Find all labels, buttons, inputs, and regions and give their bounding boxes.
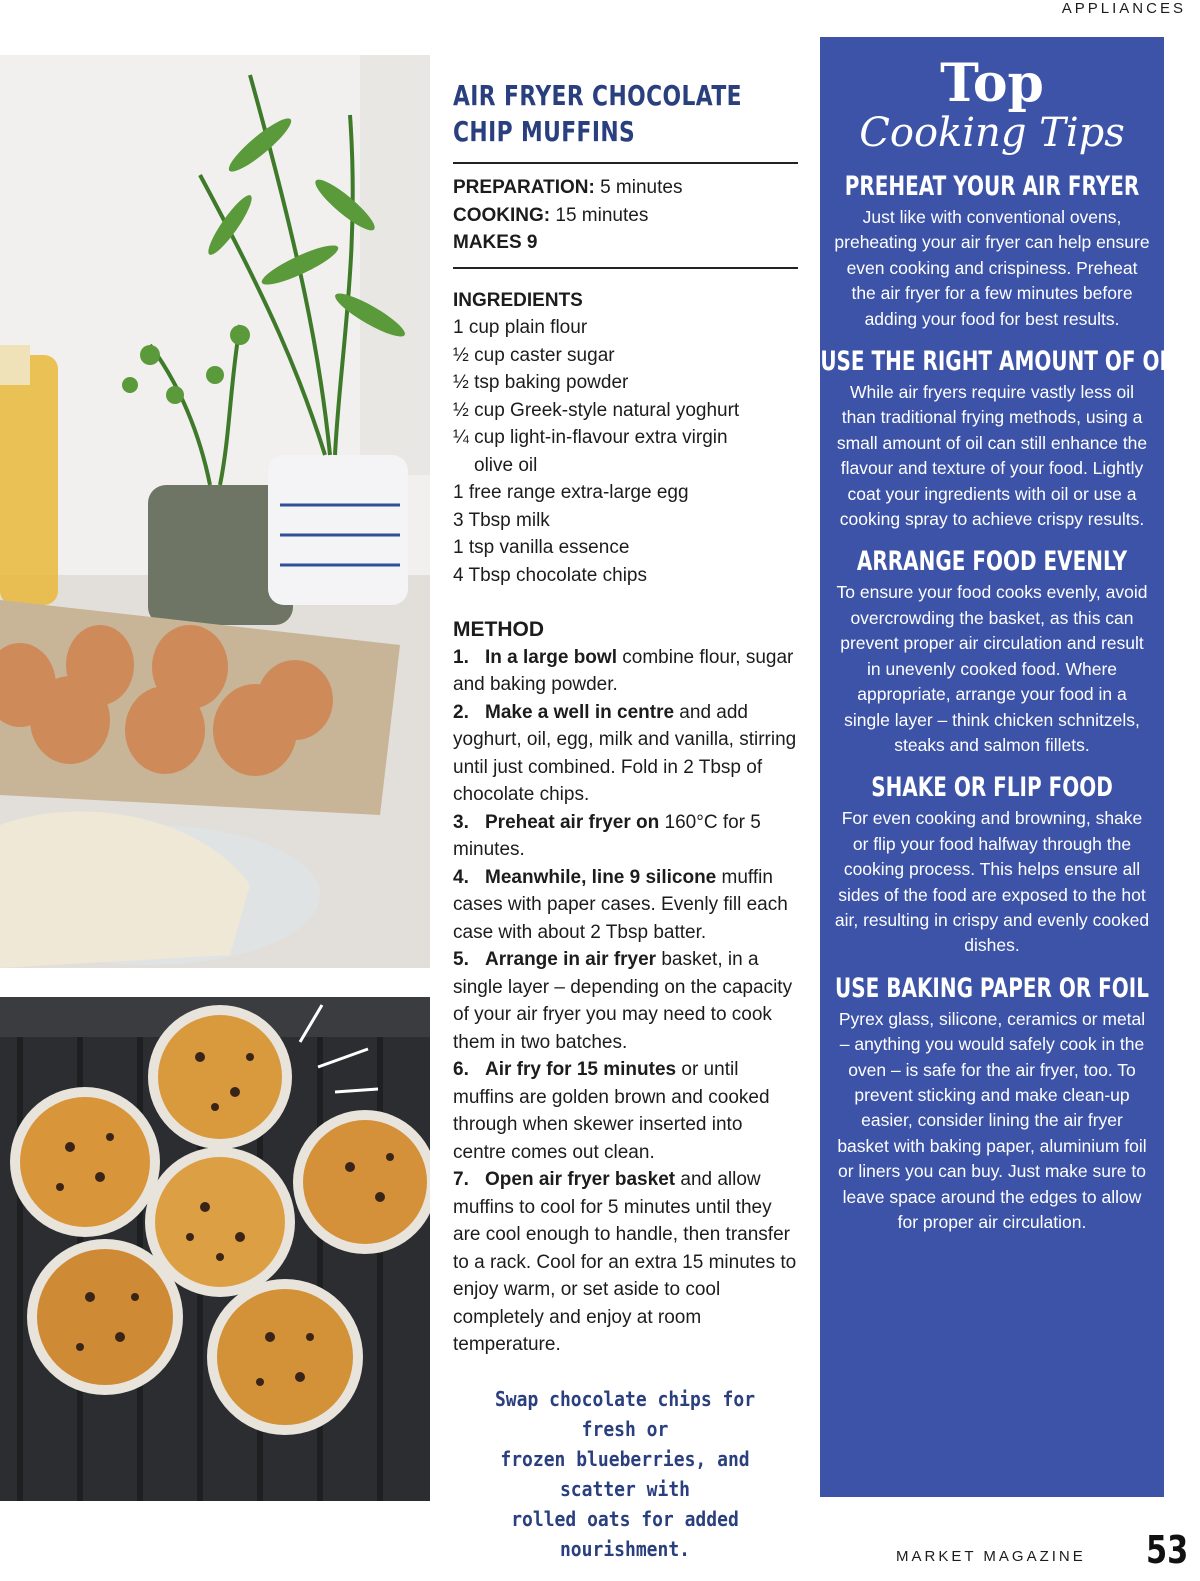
ingredient-item: ½ cup Greek-style natural yoghurt <box>453 399 740 421</box>
ingredient-item: 1 free range extra-large egg <box>453 482 689 503</box>
recipe-title <box>453 78 796 150</box>
recipe-title-line: CHIP MUFFINS <box>453 115 636 148</box>
method-steps <box>453 644 798 1359</box>
tip-body: Just like with conventional ovens, preheating your air fryer can help ensure even cooking and crispiness. Preheat the air fryer for a few minutes before adding your food for best results. <box>834 207 1150 329</box>
step-lead: Preheat air fryer on <box>485 811 660 833</box>
recipe-meta <box>453 174 798 257</box>
step-lead: Meanwhile, line 9 silicone <box>485 866 717 888</box>
step-text: combine flour, sugar and baking powder. <box>453 646 794 695</box>
tip-body: To ensure your food cooks evenly, avoid overcrowding the basket, as this can prevent proper air circulation and result in unevenly cooked food. Where appropriate, arrange your food in a single layer – think chicken schnitzels, steaks and salmon fillets. <box>836 582 1148 755</box>
ingredient-item-continued: olive oil <box>474 454 538 476</box>
divider <box>453 162 798 164</box>
step-lead: Air fry for 15 minutes <box>485 1059 677 1080</box>
method-step <box>453 644 798 699</box>
tip-body: While air fryers require vastly less oil than traditional frying methods, using a small amount of oil can still enhance the flavour and texture of your food. Lightly coat your ingredients with oil or use a cooking spray to achieve crispy results. <box>836 382 1148 530</box>
step-number: 1. <box>453 646 469 668</box>
recipe-tip-line: rolled oats for added nourishment. <box>511 1507 739 1561</box>
tip-section <box>820 973 1164 1236</box>
tip-body: For even cooking and browning, shake or flip your food halfway through the cooking process. This helps ensure all sides of the food are exposed to the hot air, resulting in crispy and evenly cooked dishes. <box>834 808 1150 956</box>
method-step <box>453 809 798 864</box>
tip-section <box>820 546 1164 758</box>
muffins-photo <box>0 997 430 1501</box>
method-step <box>453 1056 798 1166</box>
recipe-column <box>453 78 798 1359</box>
method-step <box>453 946 798 1056</box>
page-number: 53 <box>1146 1528 1189 1572</box>
method-step <box>453 864 798 947</box>
recipe-title-line: AIR FRYER CHOCOLATE <box>453 79 742 112</box>
tip-heading: USE BAKING PAPER OR FOIL <box>835 972 1149 1004</box>
step-text: or until muffins are golden brown and cooked through when skewer inserted into centre comes out clean. <box>453 1059 770 1163</box>
ingredients-photo <box>0 55 430 968</box>
divider <box>453 267 798 269</box>
step-number: 4. <box>453 866 469 888</box>
section-tag: APPLIANCES <box>1061 0 1186 17</box>
step-lead: Open air fryer basket <box>485 1169 676 1190</box>
step-number: 7. <box>453 1169 469 1190</box>
step-text: 160°C for 5 minutes. <box>453 811 761 860</box>
tip-heading: USE THE RIGHT AMOUNT OF OIL <box>820 346 1180 378</box>
step-lead: In a large bowl <box>485 646 617 668</box>
tip-body: Pyrex glass, silicone, ceramics or metal – anything you would safely cook in the oven – is safe for the air fryer, too. To prevent sticking and make clean-up easier, consider lining the air fryer basket with baking paper, aluminium foil or liners you can buy. Just make sure to leave space around the edges to allow for proper air circulation. <box>837 1008 1147 1232</box>
recipe-tip-line: Swap chocolate chips for fresh or <box>494 1387 756 1441</box>
tip-heading: ARRANGE FOOD EVENLY <box>856 546 1128 578</box>
method-heading: METHOD <box>453 618 544 641</box>
ingredient-item: 3 Tbsp milk <box>453 509 550 531</box>
step-number: 6. <box>453 1059 469 1080</box>
step-text: and add yoghurt, oil, egg, milk and vanilla, stirring until just combined. Fold in 2 Tbsp of chocolate chips. <box>453 701 797 805</box>
cooking-value: 15 minutes <box>550 204 649 226</box>
ingredient-item: ¼ cup light-in-flavour extra virgin <box>453 427 728 448</box>
makes-label: MAKES 9 <box>453 232 538 253</box>
tip-heading: PREHEAT YOUR AIR FRYER <box>844 171 1140 202</box>
ingredient-item: ½ tsp baking powder <box>453 372 629 393</box>
recipe-tip-line: frozen blueberries, and scatter with <box>500 1447 750 1501</box>
magazine-name: MARKET MAGAZINE <box>896 1548 1086 1565</box>
step-lead: Make a well in centre <box>485 701 675 723</box>
step-lead: Arrange in air fryer <box>485 949 657 970</box>
cooking-label: COOKING: <box>453 204 551 226</box>
sidebar-title-script: Cooking Tips <box>859 110 1125 156</box>
tip-heading: SHAKE OR FLIP FOOD <box>871 772 1113 804</box>
tip-section <box>820 772 1164 958</box>
method-step <box>453 699 798 809</box>
step-text: and allow muffins to cool for 5 minutes until they are cool enough to handle, then transfer to a rack. Cool for an extra 15 minutes to enjoy warm, or set aside to cool completely and enjoy at room temperature. <box>453 1169 797 1355</box>
ingredients-heading: INGREDIENTS <box>453 289 583 311</box>
sidebar-title: Top <box>940 53 1044 114</box>
ingredient-item: 1 cup plain flour <box>453 317 588 338</box>
preparation-label: PREPARATION: <box>453 177 595 198</box>
recipe-tip <box>472 1384 778 1564</box>
ingredients-list <box>453 314 798 589</box>
step-number: 3. <box>453 811 469 833</box>
cooking-tips-sidebar <box>820 37 1180 1497</box>
ingredient-item: ½ cup caster sugar <box>453 344 615 366</box>
method-step <box>453 1166 798 1359</box>
tip-section <box>820 171 1164 332</box>
ingredient-item: 4 Tbsp chocolate chips <box>453 564 647 586</box>
step-text: muffin cases with paper cases. Evenly fill each case with about 2 Tbsp batter. <box>453 866 788 943</box>
preparation-value: 5 minutes <box>594 177 683 198</box>
ingredient-item: 1 tsp vanilla essence <box>453 537 630 558</box>
step-number: 2. <box>453 701 469 723</box>
step-text: basket, in a single layer – depending on the capacity of your air fryer you may need to cook them in two batches. <box>453 949 793 1053</box>
tip-section <box>820 346 1180 532</box>
step-number: 5. <box>453 949 469 970</box>
